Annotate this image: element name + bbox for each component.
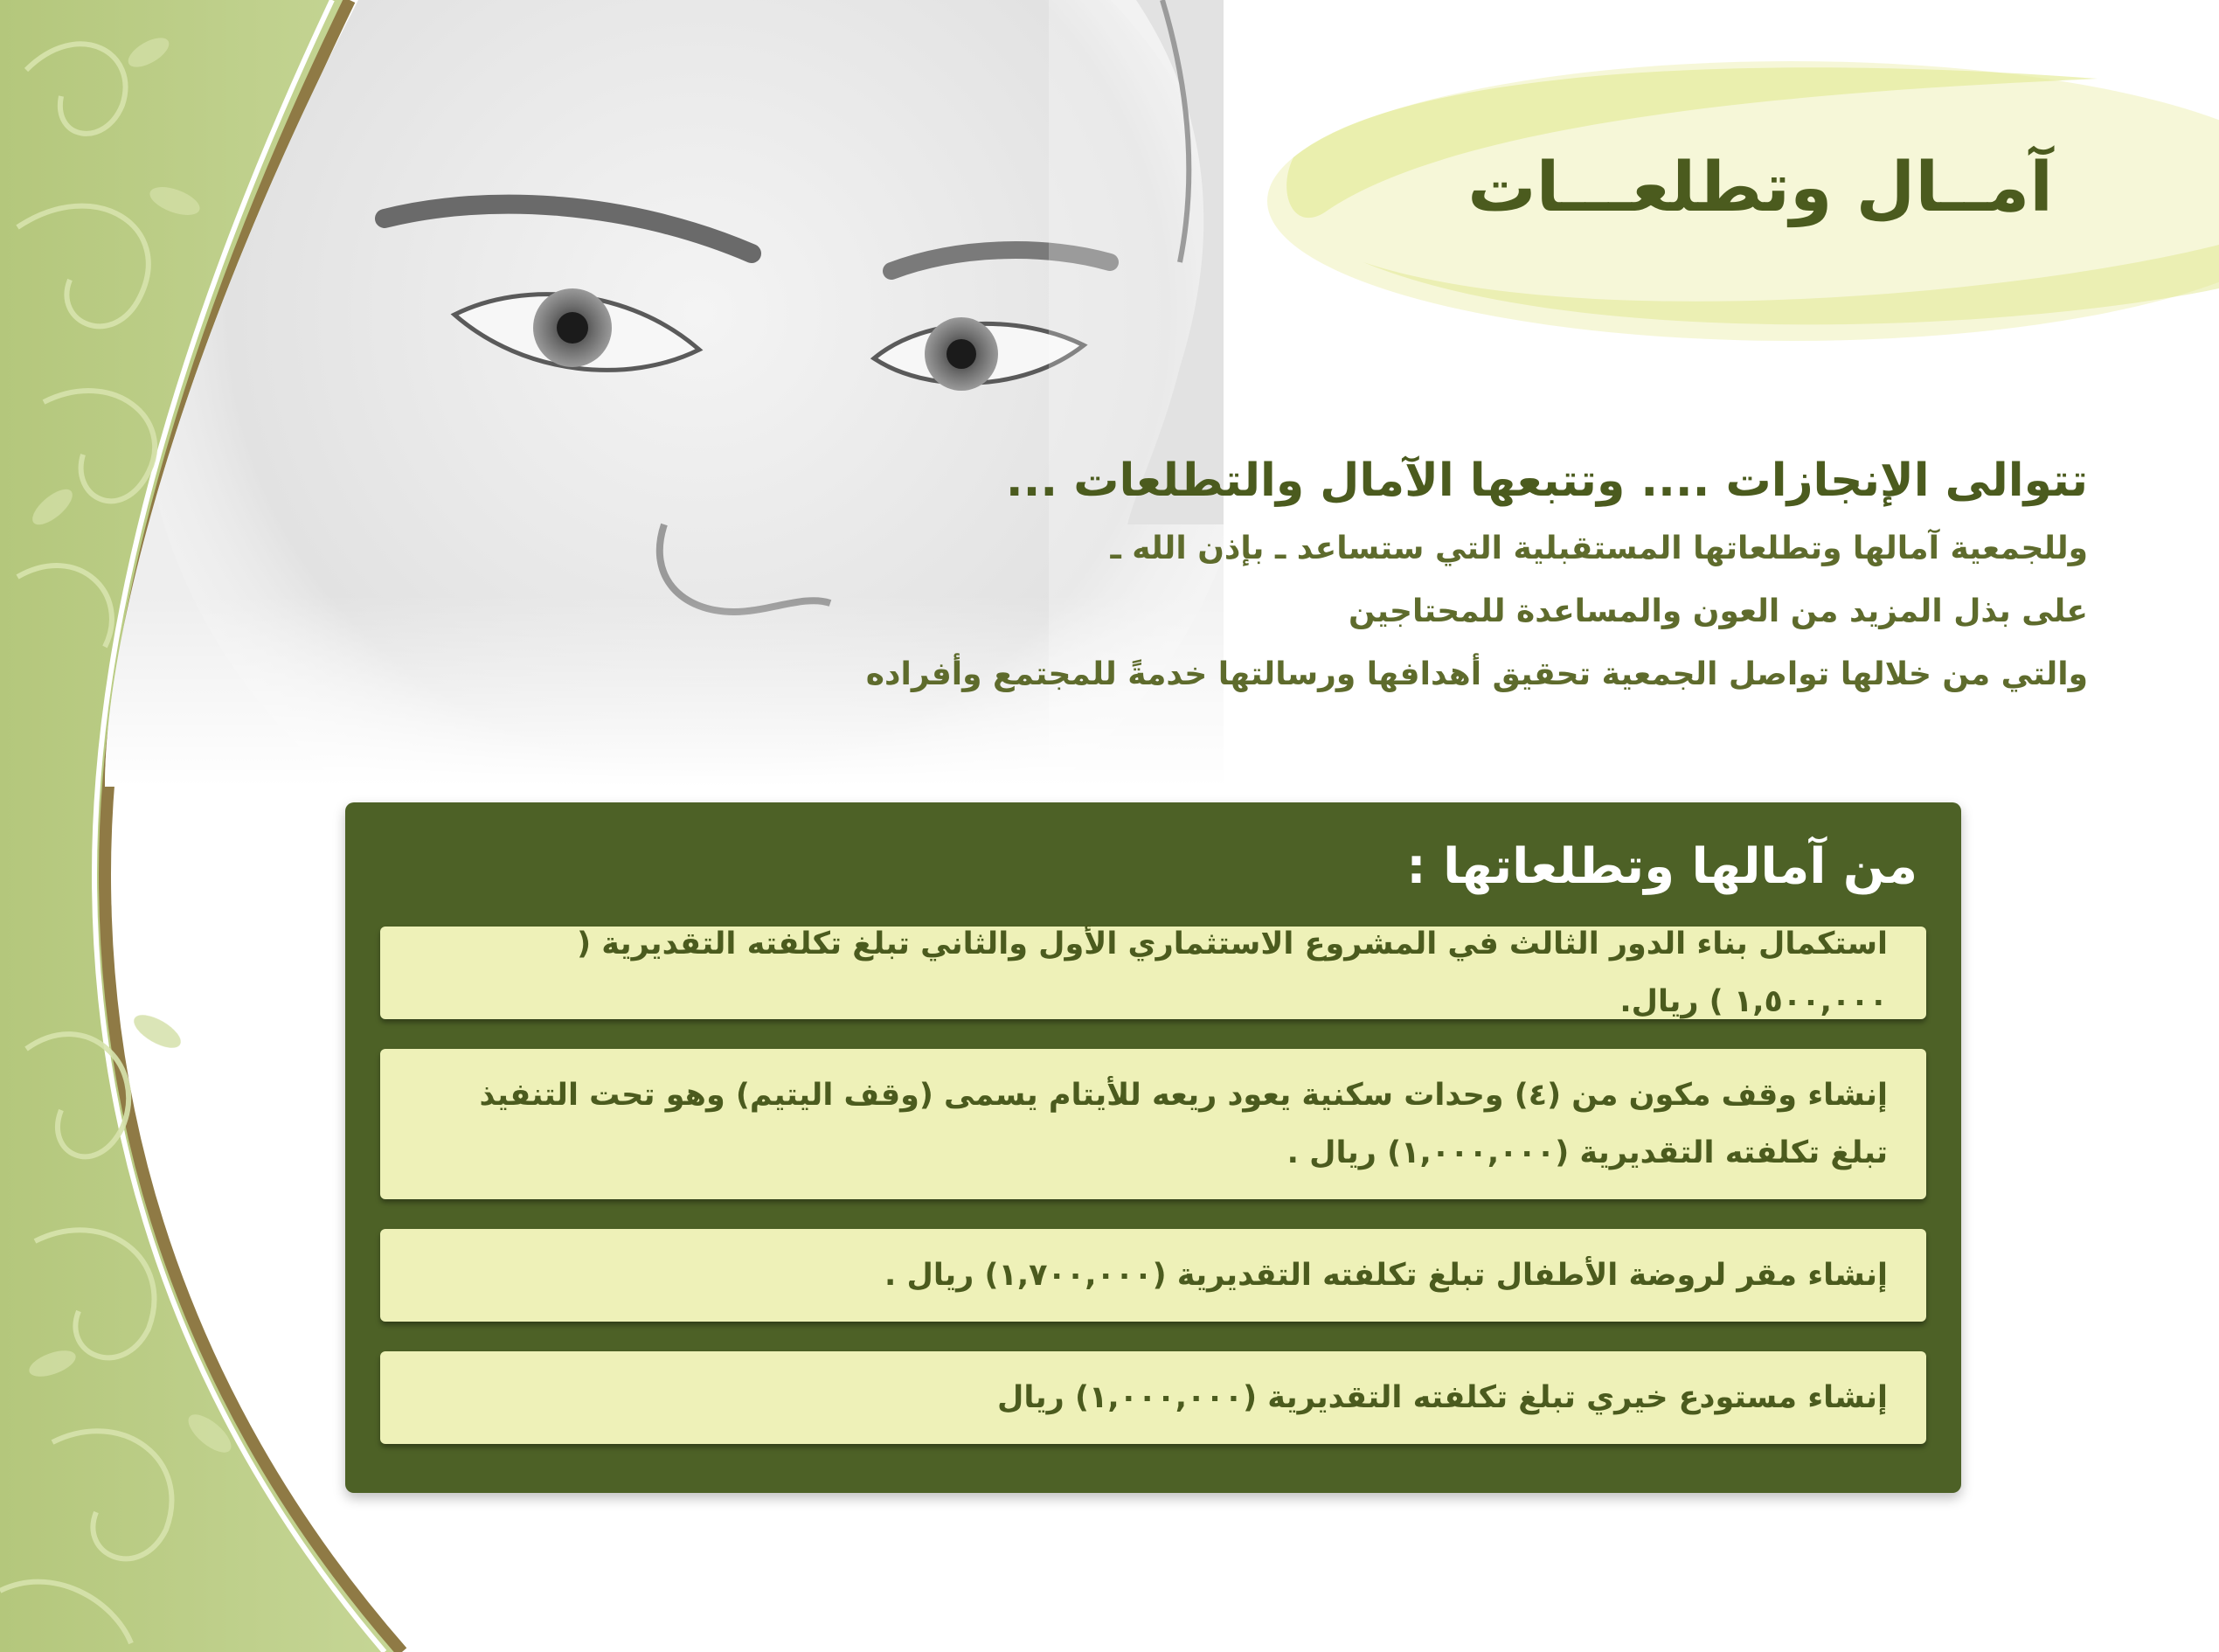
aspiration-item-text: إنشاء مقر لروضة الأطفال تبلغ تكلفته التقديرية (١,٧٠٠,٠٠٠) ريال . (884, 1258, 1888, 1293)
aspirations-panel (345, 802, 1961, 1493)
intro-headline: تتوالى الإنجازات .... وتتبعها الآمال والتطلعات ... (1005, 455, 2088, 507)
panel-title: من آمالها وتطلعاتها : (1406, 838, 1917, 895)
aspiration-item-text: إنشاء مستودع خيري تبلغ تكلفته التقديرية (١,٠٠٠,٠٠٠) ريال (997, 1380, 1888, 1415)
aspiration-item-text: إنشاء وقف مكون من (٤) وحدات سكنية يعود ريعه للأيتام يسمى (وقف اليتيم) وهو تحت التنفيذ تبلغ تكلفته التقديرية (١,٠٠٠,٠٠٠) ريال . (479, 1078, 1888, 1170)
page-title: آمــال وتطلعـــات (1467, 149, 2053, 227)
aspiration-item-text: استكمال بناء الدور الثالث في المشروع الاستثماري الأول والثاني تبلغ تكلفته التقديرية ( ١,٥٠٠,٠٠٠ ) ريال. (577, 927, 1888, 1019)
aspiration-item (380, 1351, 1926, 1444)
intro-line: وللجمعية آمالها وتطلعاتها المستقبلية التي ستساعد ـ بإذن الله ـ (1110, 531, 2088, 566)
aspiration-item (380, 927, 1926, 1019)
intro-text (864, 455, 2088, 706)
intro-line: على بذل المزيد من العون والمساعدة للمحتاجين (1348, 593, 2088, 629)
aspiration-item (380, 1049, 1926, 1199)
aspiration-item (380, 1229, 1926, 1322)
intro-line: والتي من خلالها تواصل الجمعية تحقيق أهدافها ورسالتها خدمةً للمجتمع وأفراده (865, 656, 2088, 692)
